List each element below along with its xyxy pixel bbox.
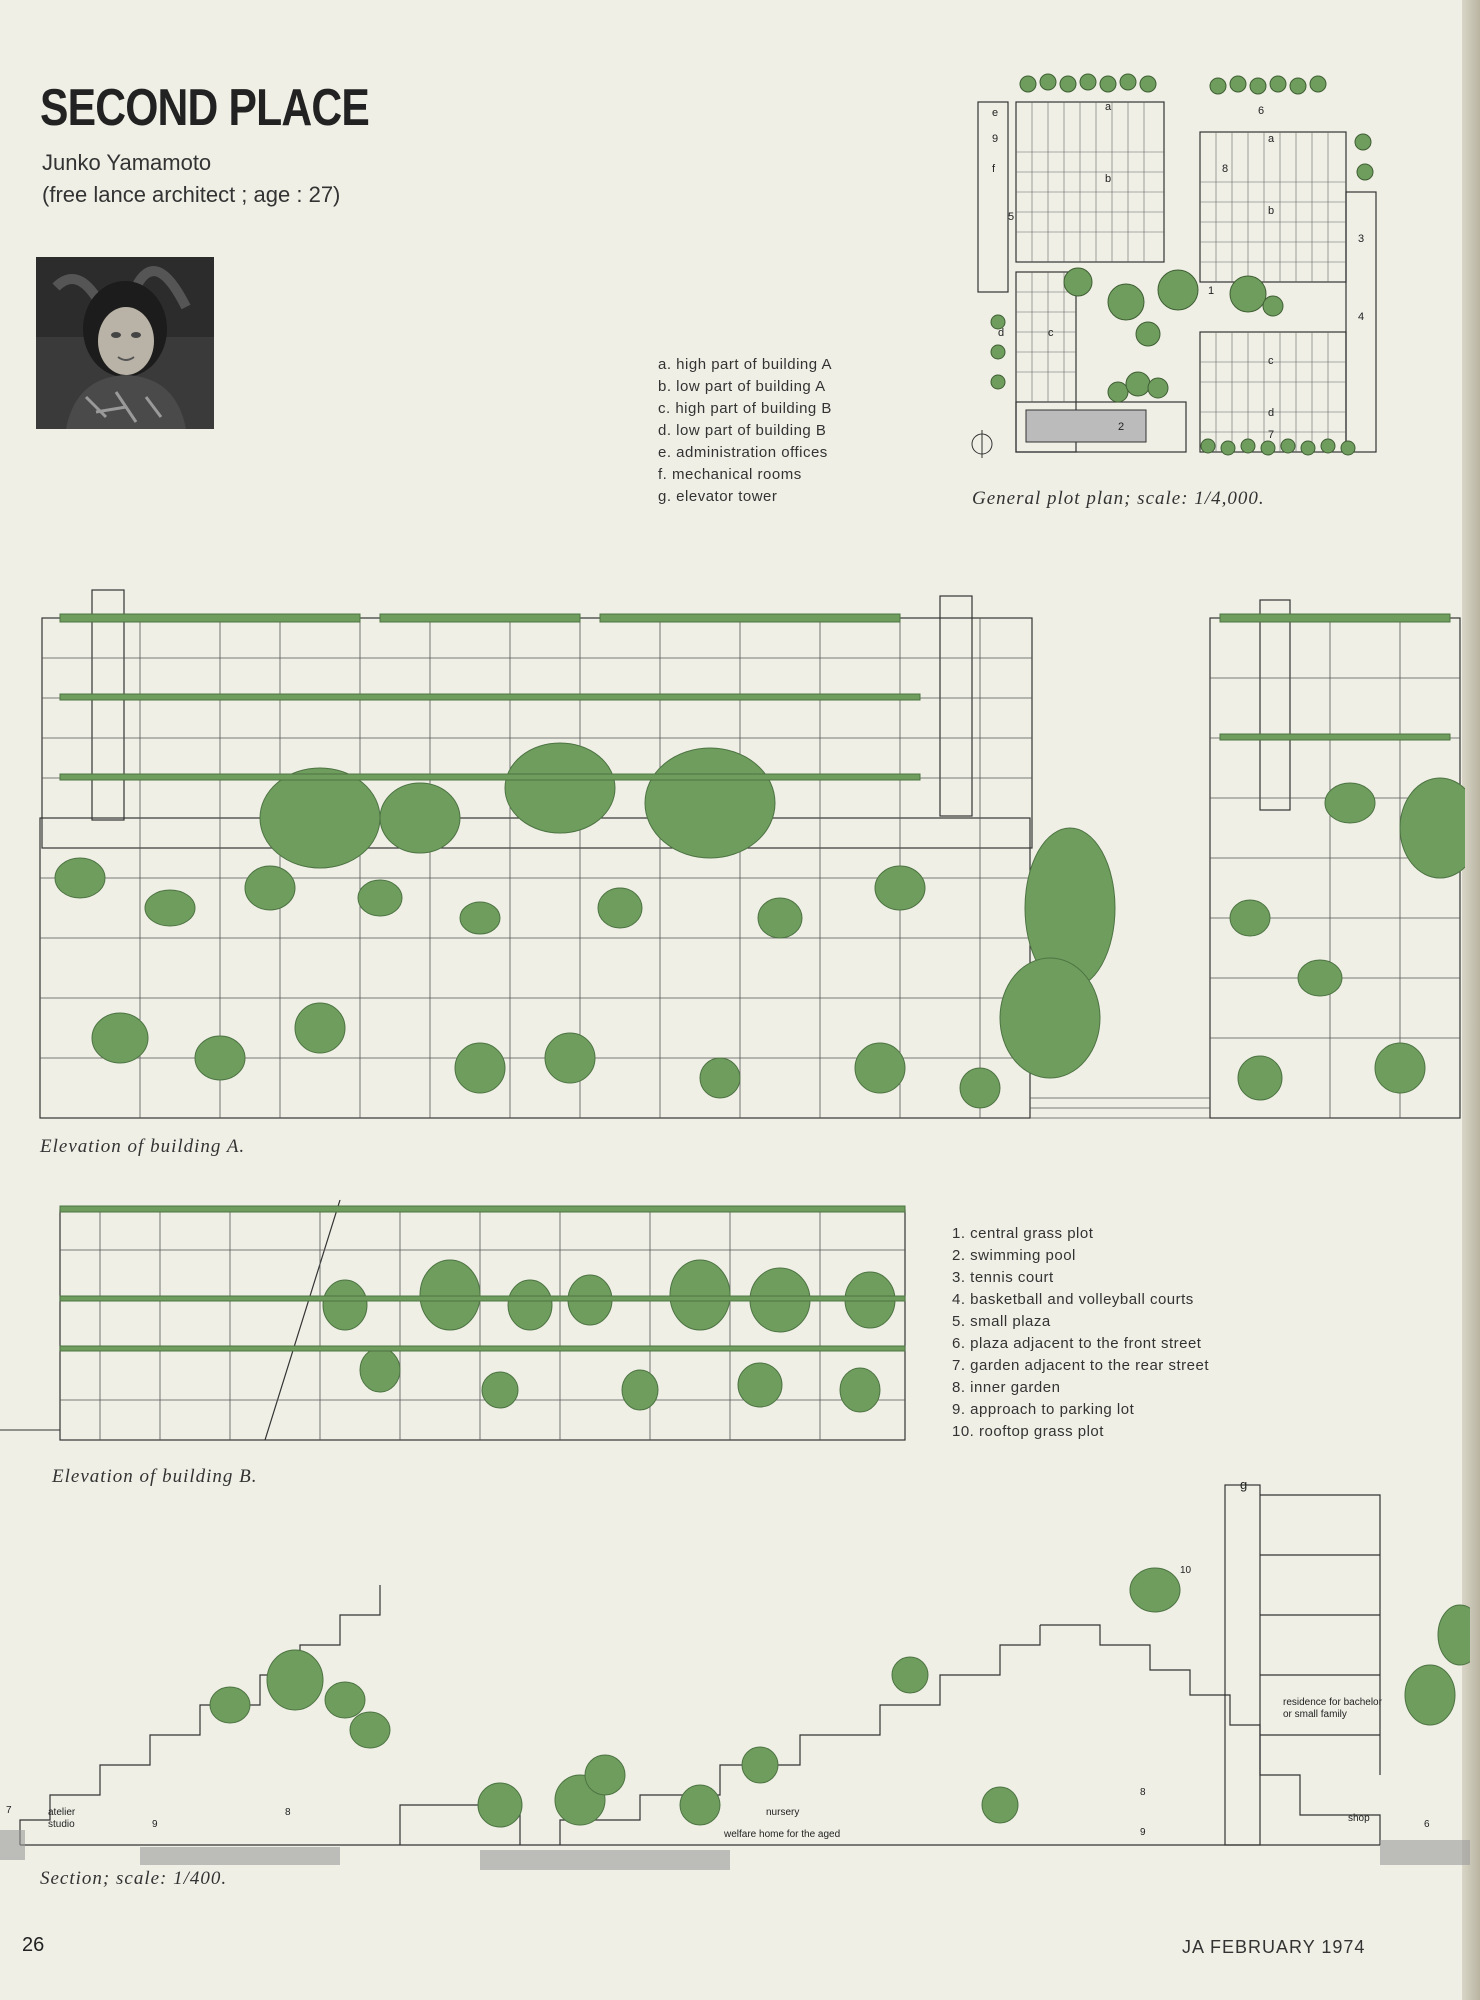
plot-label: 2 bbox=[1118, 421, 1125, 433]
section-label: 9 bbox=[152, 1819, 158, 1830]
section-label: or small family bbox=[1283, 1709, 1347, 1720]
author-name: Junko Yamamoto bbox=[42, 150, 212, 175]
section-caption: Section; scale: 1/400. bbox=[40, 1868, 228, 1889]
plot-label: 8 bbox=[1222, 163, 1229, 175]
legend-item: 1. central grass plot bbox=[952, 1225, 1094, 1242]
legend-item: 4. basketball and volleyball courts bbox=[952, 1291, 1194, 1308]
legend-item: g. elevator tower bbox=[658, 488, 778, 505]
plot-label: 9 bbox=[992, 133, 999, 145]
section-label: 8 bbox=[285, 1807, 291, 1818]
plot-label: f bbox=[992, 163, 996, 175]
plot-label: 4 bbox=[1358, 311, 1365, 323]
section-label: studio bbox=[48, 1819, 75, 1830]
plot-label: c bbox=[1268, 355, 1274, 367]
plot-label: 1 bbox=[1208, 285, 1215, 297]
section-label: atelier bbox=[48, 1807, 76, 1818]
legend-item: 10. rooftop grass plot bbox=[952, 1423, 1104, 1440]
journal-issue: JA FEBRUARY 1974 bbox=[1182, 1937, 1366, 1957]
section-label: residence for bachelor bbox=[1283, 1697, 1382, 1708]
legend-item: 8. inner garden bbox=[952, 1379, 1061, 1396]
legend-item: 3. tennis court bbox=[952, 1269, 1054, 1286]
elevation-a-caption: Elevation of building A. bbox=[40, 1136, 246, 1157]
legend-item: 2. swimming pool bbox=[952, 1247, 1076, 1264]
page-number: 26 bbox=[22, 1934, 45, 1956]
author-portrait bbox=[36, 257, 214, 429]
section-label: 10 bbox=[1180, 1565, 1192, 1576]
legend-item: 6. plaza adjacent to the front street bbox=[952, 1335, 1202, 1352]
section-label: welfare home for the aged bbox=[724, 1829, 841, 1840]
plot-label: d bbox=[1268, 407, 1275, 419]
section-drawing bbox=[0, 1475, 1470, 1870]
legend-item: 7. garden adjacent to the rear street bbox=[952, 1357, 1209, 1374]
plot-label: 5 bbox=[1008, 211, 1015, 223]
section-label: shop bbox=[1348, 1813, 1370, 1824]
plot-label: d bbox=[998, 327, 1005, 339]
legend-item: 9. approach to parking lot bbox=[952, 1401, 1135, 1418]
plot-plan-caption: General plot plan; scale: 1/4,000. bbox=[972, 488, 1265, 509]
legend-item: e. administration offices bbox=[658, 444, 828, 461]
legend-item: f. mechanical rooms bbox=[658, 466, 802, 483]
section-label: 8 bbox=[1140, 1787, 1146, 1798]
plot-label: 6 bbox=[1258, 105, 1265, 117]
building-legend bbox=[658, 354, 832, 508]
legend-item: a. high part of building A bbox=[658, 356, 832, 373]
plot-label: e bbox=[992, 107, 999, 119]
site-legend bbox=[952, 1223, 1209, 1443]
plot-label: b bbox=[1268, 205, 1275, 217]
plot-label: a bbox=[1268, 133, 1275, 145]
elevation-building-a bbox=[20, 588, 1465, 1138]
section-label: nursery bbox=[766, 1807, 800, 1818]
elevation-b-caption: Elevation of building B. bbox=[52, 1466, 258, 1487]
section-label: 6 bbox=[1424, 1819, 1430, 1830]
section-label: 9 bbox=[1140, 1827, 1146, 1838]
plot-label: 3 bbox=[1358, 233, 1365, 245]
plot-label: b bbox=[1105, 173, 1112, 185]
plot-label: a bbox=[1105, 101, 1112, 113]
legend-item: d. low part of building B bbox=[658, 422, 827, 439]
section-label: g bbox=[1240, 1477, 1248, 1492]
general-plot-plan bbox=[968, 62, 1384, 462]
plot-label: c bbox=[1048, 327, 1054, 339]
page-title: SECOND PLACE bbox=[40, 79, 369, 137]
author-role: (free lance architect ; age : 27) bbox=[42, 182, 341, 207]
legend-item: b. low part of building A bbox=[658, 378, 826, 395]
legend-item: 5. small plaza bbox=[952, 1313, 1051, 1330]
plot-label: 7 bbox=[1268, 429, 1275, 441]
elevation-building-b bbox=[0, 1190, 920, 1450]
legend-item: c. high part of building B bbox=[658, 400, 832, 417]
section-label: 7 bbox=[6, 1805, 12, 1816]
